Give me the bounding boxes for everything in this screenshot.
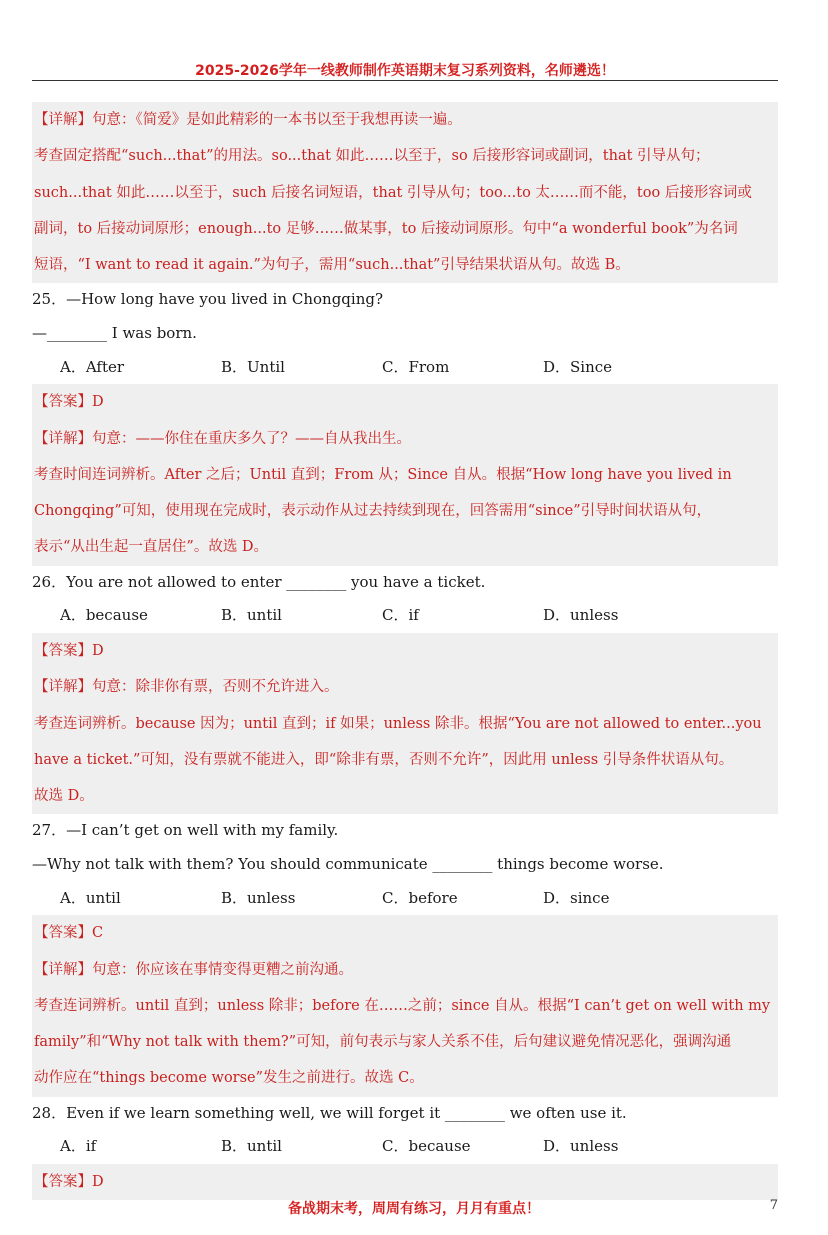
answer-explanation-box bbox=[32, 1164, 778, 1200]
footer-slogan: 备战期末考，周周有练习，月月有重点！ bbox=[288, 1201, 540, 1217]
section-tag: 【答案】 bbox=[34, 925, 92, 942]
explanation-line: 副词，to 后接动词原形；enough...to 足够……做某事，to 后接动词原形。句中“a wonderful book”为名词 bbox=[34, 220, 738, 237]
question-text: 27．—I can’t get on well with my family. bbox=[32, 821, 339, 840]
answer-options bbox=[32, 882, 778, 916]
option-item: B．until bbox=[221, 606, 282, 625]
option-item: A．because bbox=[60, 606, 148, 625]
explanation-line: 考查连词辨析。because 因为；until 直到；if 如果；unless 除非。根据“You are not allowed to enter...you bbox=[34, 715, 762, 732]
option-item: A．if bbox=[60, 1137, 97, 1156]
question-text: 25．—How long have you lived in Chongqing? bbox=[32, 290, 383, 309]
question-text: —Why not talk with them? You should communicate ________ things become worse. bbox=[32, 855, 664, 874]
explanation-line: 【答案】D bbox=[34, 642, 104, 659]
option-item: C．before bbox=[382, 888, 458, 907]
explanation-line: 故选 D。 bbox=[34, 788, 94, 805]
section-tag: 【答案】 bbox=[34, 642, 92, 659]
answer-explanation-box bbox=[32, 384, 778, 565]
section-tag: 【详解】 bbox=[34, 679, 92, 696]
option-item: D．unless bbox=[543, 1137, 619, 1156]
explanation-line: have a ticket.”可知，没有票就不能进入，即“除非有票，否则不允许”，因此用 unless 引导条件状语从句。 bbox=[34, 751, 734, 768]
option-item: A．After bbox=[60, 357, 125, 376]
section-tag: 【详解】 bbox=[34, 961, 92, 978]
explanation-line: 【详解】句意：你应该在事情变得更糟之前沟通。 bbox=[34, 961, 353, 978]
explanation-line: family”和“Why not talk with them?”可知，前句表示与家人关系不佳，后句建议避免情况恶化，强调沟通 bbox=[34, 1034, 732, 1051]
option-item: B．unless bbox=[221, 888, 296, 907]
answer-explanation-box bbox=[32, 633, 778, 814]
answer-options bbox=[32, 599, 778, 633]
explanation-line: 表示“从出生起一直居住”。故选 D。 bbox=[34, 539, 269, 556]
section-tag: 【详解】 bbox=[34, 112, 92, 128]
header-divider bbox=[32, 80, 778, 81]
question-text: 26．You are not allowed to enter ________ you have a ticket. bbox=[32, 572, 486, 591]
option-item: D．unless bbox=[543, 606, 619, 625]
explanation-line: 【答案】D bbox=[34, 1173, 104, 1190]
question-text: —________ I was born. bbox=[32, 324, 197, 343]
section-tag: 【答案】 bbox=[34, 394, 92, 411]
option-item: C．because bbox=[382, 1137, 471, 1156]
option-item: B．until bbox=[221, 1137, 282, 1156]
explanation-line: 考查时间连词辨析。After 之后；Until 直到；From 从；Since 自从。根据“How long have you lived in bbox=[34, 466, 732, 483]
explanation-line: such...that 如此……以至于，such 后接名词短语，that 引导从句；too...to 太……而不能，too 后接形容词或 bbox=[34, 184, 752, 201]
option-item: D．Since bbox=[543, 357, 613, 376]
explanation-line: 短语，“I want to read it again.”为句子，需用“such...that”引导结果状语从句。故选 B。 bbox=[34, 257, 630, 274]
explanation-line: 【答案】C bbox=[34, 925, 104, 942]
option-item: D．since bbox=[543, 888, 610, 907]
section-tag: 【详解】 bbox=[34, 430, 92, 447]
page-header: 2025-2026学年一线教师制作英语期末复习系列资料，名师遴选！ bbox=[195, 63, 615, 79]
option-item: B．Until bbox=[221, 357, 285, 376]
explanation-line: 动作应在“things become worse”发生之前进行。故选 C。 bbox=[34, 1070, 424, 1087]
option-item: C．if bbox=[382, 606, 419, 625]
answer-options bbox=[32, 1130, 778, 1164]
section-tag: 【答案】 bbox=[34, 1173, 92, 1190]
explanation-line: 考查固定搭配“such...that”的用法。so...that 如此……以至于，so 后接形容词或副词，that 引导从句； bbox=[34, 148, 710, 165]
explanation-line: 【详解】句意：除非你有票，否则不允许进入。 bbox=[34, 679, 339, 696]
explanation-line: 【详解】句意：——你住在重庆多久了？——自从我出生。 bbox=[34, 430, 411, 447]
explanation-line: Chongqing”可知，使用现在完成时，表示动作从过去持续到现在，回答需用“since”引导时间状语从句， bbox=[34, 503, 712, 520]
answer-explanation-box bbox=[32, 102, 778, 283]
page-number: 7 bbox=[769, 1198, 778, 1213]
explanation-line: 【详解】句意：《简爱》是如此精彩的一本书以至于我想再读一遍。 bbox=[34, 112, 462, 128]
answer-options bbox=[32, 351, 778, 385]
question-text: 28．Even if we learn something well, we will forget it ________ we often use it. bbox=[32, 1103, 627, 1122]
option-item: A．until bbox=[60, 888, 121, 907]
answer-explanation-box bbox=[32, 915, 778, 1096]
document-body bbox=[32, 102, 778, 1200]
explanation-line: 【答案】D bbox=[34, 394, 104, 411]
explanation-line: 考查连词辨析。until 直到；unless 除非；before 在……之前；since 自从。根据“I can’t get on well with my bbox=[34, 997, 771, 1014]
option-item: C．From bbox=[382, 357, 450, 376]
